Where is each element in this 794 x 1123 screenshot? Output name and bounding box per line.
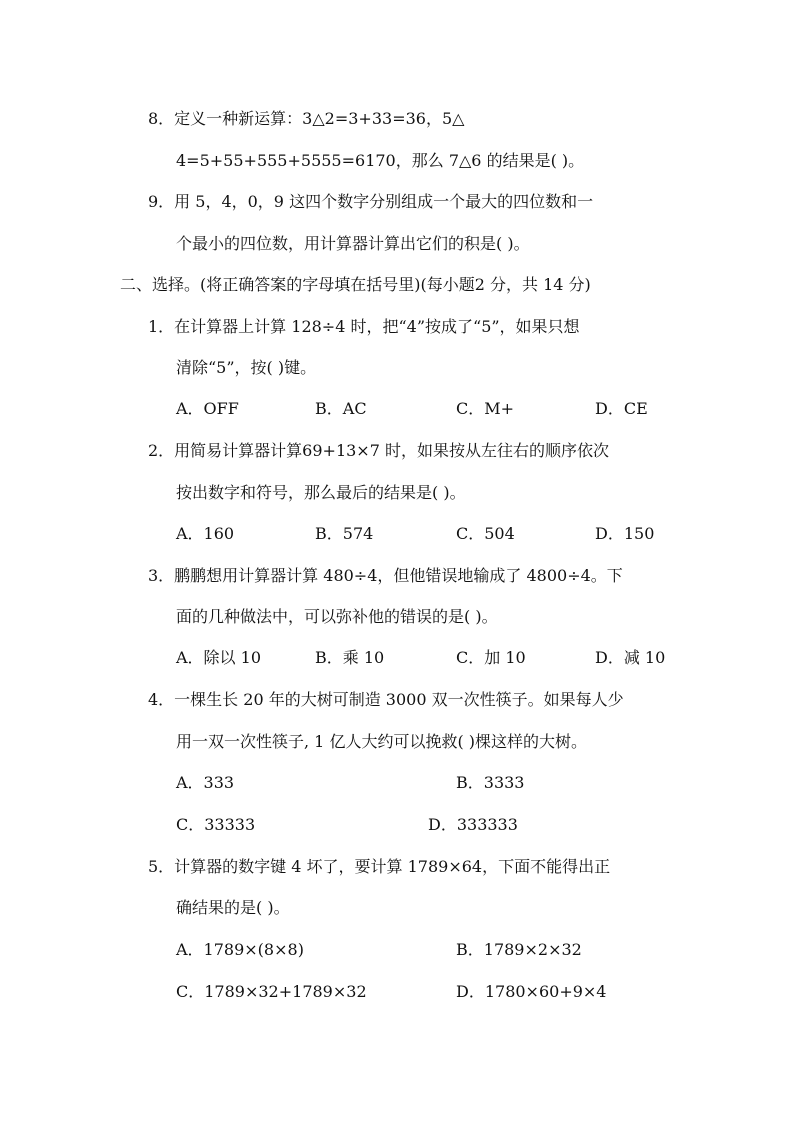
choice-question-2-line-1: 2．用简易计算器计算69+13×7 时，如果按从左往右的顺序依次 [148,441,609,460]
choice-2-option-b: B．574 [315,524,374,543]
choice-5-option-d: D．1780×60+9×4 [456,982,607,1001]
choice-4-option-b: B．3333 [456,773,525,792]
question-8-line-2: 4=5+55+555+5555=6170，那么 7△6 的结果是( )。 [176,151,585,170]
question-9-line-1: 9．用 5，4，0，9 这四个数字分别组成一个最大的四位数和一 [148,192,594,211]
choice-question-1-line-2: 清除“5”，按( )键。 [176,358,317,377]
choice-5-option-b: B．1789×2×32 [456,940,582,959]
choice-question-5-line-1: 5．计算器的数字键 4 坏了，要计算 1789×64，下面不能得出正 [148,857,611,876]
choice-question-3-line-2: 面的几种做法中，可以弥补他的错误的是( )。 [176,607,498,626]
question-8-line-1: 8．定义一种新运算：3△2=3+33=36，5△ [148,109,465,128]
choice-question-4-line-1: 4．一棵生长 20 年的大树可制造 3000 双一次性筷子。如果每人少 [148,690,624,709]
choice-question-1-line-1: 1．在计算器上计算 128÷4 时，把“4”按成了“5”，如果只想 [148,317,580,336]
choice-1-option-d: D．CE [595,399,648,418]
choice-4-option-d: D．333333 [428,815,518,834]
choice-5-option-c: C．1789×32+1789×32 [176,982,367,1001]
choice-3-option-b: B．乘 10 [315,648,385,667]
choice-question-5-line-2: 确结果的是( )。 [176,898,290,917]
choice-question-3-line-1: 3．鹏鹏想用计算器计算 480÷4，但他错误地输成了 4800÷4。下 [148,566,623,585]
choice-question-4-line-2: 用一双一次性筷子, 1 亿人大约可以挽救( )棵这样的大树。 [176,732,588,751]
section-2-heading: 二、选择。(将正确答案的字母填在括号里)(每小题2 分，共 14 分) [120,275,591,294]
choice-5-option-a: A．1789×(8×8) [176,940,304,959]
choice-4-option-a: A．333 [176,773,235,792]
choice-1-option-a: A．OFF [176,399,239,418]
choice-2-option-a: A．160 [176,524,235,543]
choice-1-option-b: B．AC [315,399,367,418]
question-9-line-2: 个最小的四位数，用计算器计算出它们的积是( )。 [176,234,530,253]
choice-3-option-c: C．加 10 [456,648,526,667]
choice-3-option-d: D．减 10 [595,648,666,667]
choice-3-option-a: A．除以 10 [176,648,262,667]
choice-question-2-line-2: 按出数字和符号，那么最后的结果是( )。 [176,483,466,502]
choice-4-option-c: C．33333 [176,815,256,834]
choice-2-option-c: C．504 [456,524,515,543]
choice-1-option-c: C．M+ [456,399,515,418]
choice-2-option-d: D．150 [595,524,655,543]
